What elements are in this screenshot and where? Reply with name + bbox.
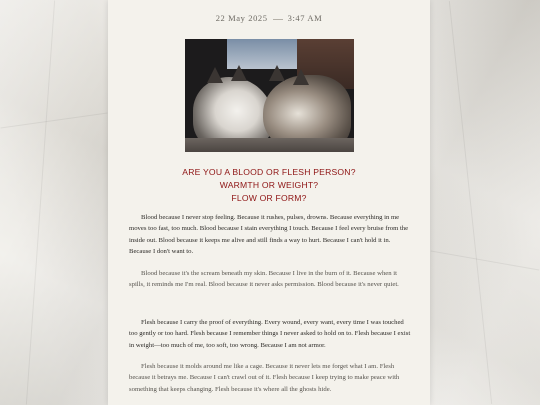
headline-line: WARMTH OR WEIGHT? — [219, 180, 319, 190]
entry-paragraph: Flesh because it molds around me like a cage. Because it never lets me forget what I am. Flesh because it betrays me. Because I can't crawl out of it. Flesh because I keep trying to make peace with something that keeps changing. Flesh because it's where all the ghosts hide. — [129, 363, 400, 393]
husky-right-ear — [269, 65, 285, 81]
entry-paragraph: Blood because I never stop feeling. Because it rushes, pulses, drowns. Because everything in me moves too fast, too much. Blood because I stain everything I touch. Because I feel every bruise from the inside out. Blood because it keeps me alive and still finds a way to hurt. Because I can't hold it in. Because I don't want to. — [129, 214, 409, 256]
husky-left-ear — [207, 67, 223, 83]
paper-crease — [431, 250, 540, 270]
entry-paragraph: Flesh because I carry the proof of everything. Every wound, every want, every time I was touched too gently or too hard. Flesh because I remember things I never asked to hold on to. Flesh because I exist in weight—too much of me, too soft, too wrong. Because I am not armor. — [129, 319, 411, 349]
paper-crease — [0, 112, 107, 128]
date-separator — [273, 19, 283, 20]
entry-date: 22 May 2025 — [215, 13, 268, 23]
entry-time: 3:47 AM — [287, 13, 323, 23]
husky-left-ear — [231, 65, 247, 81]
headline-line: ARE YOU A BLOOD OR FLESH PERSON? — [182, 167, 356, 177]
photo-floor — [185, 138, 354, 152]
entry-timestamp — [108, 13, 430, 23]
entry-paragraph: Blood because it's the scream beneath my skin. Because I live in the burn of it. Because when it spills, it reminds me I'm real. Blood because it never asks permission. Blood because it's never quiet. — [129, 270, 399, 289]
headline-line: FLOW OR FORM? — [231, 193, 307, 203]
paper-crease — [449, 1, 492, 404]
paper-crease — [26, 0, 55, 404]
journal-entry — [108, 0, 430, 405]
husky-right-ear — [293, 69, 309, 85]
entry-headline — [108, 166, 430, 205]
entry-photo — [185, 39, 354, 152]
